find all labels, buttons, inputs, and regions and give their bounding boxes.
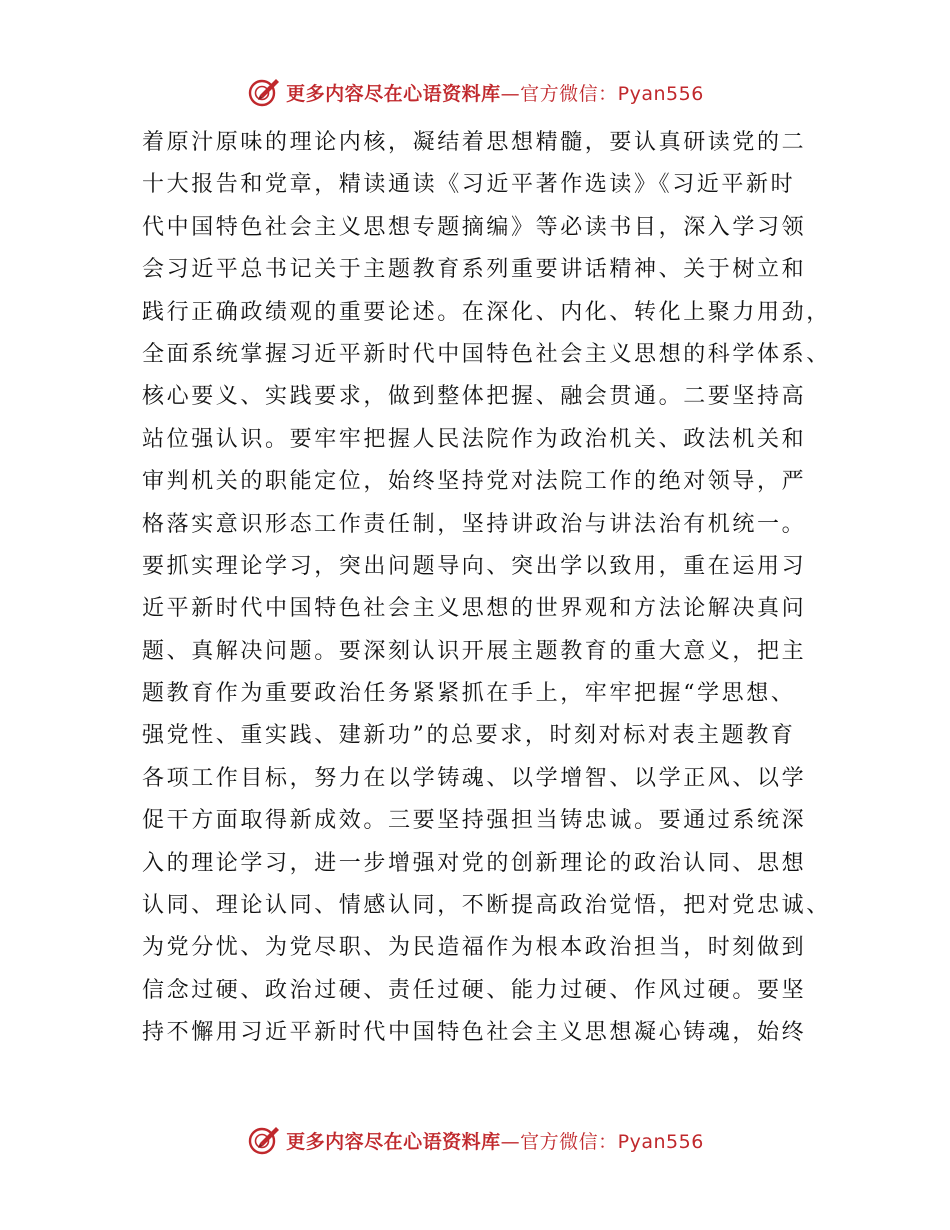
library-logo-icon [246,74,282,110]
body-line: 认同、理论认同、情感认同，不断提高政治觉悟，把对党忠诚、 [142,893,831,919]
body-line: 审判机关的职能定位，始终坚持党对法院工作的绝对领导，严 [142,469,807,495]
body-line: 全面系统掌握习近平新时代中国特色社会主义思想的科学体系、 [142,341,831,367]
body-line: 入的理论学习，进一步增强对党的创新理论的政治认同、思想 [142,850,807,876]
footer-contact-text: 官方微信：Pyan556 [520,1130,704,1153]
body-line: 题、真解决问题。要深刻认识开展主题教育的重大意义，把主 [142,638,807,664]
body-line: 着原汁原味的理论内核，凝结着思想精髓，要认真研读党的二 [142,130,807,155]
body-line: 题教育作为重要政治任务紧紧抓在手上，牢牢把握“学思想、 [142,681,796,707]
header-banner [0,72,950,112]
footer-dash: — [500,1130,521,1153]
body-line: 十大报告和党章，精读通读《习近平著作选读》《习近平新时 [142,172,796,198]
body-line: 近平新时代中国特色社会主义思想的世界观和方法论解决真问 [142,596,807,622]
body-line: 站位强认识。要牢牢把握人民法院作为政治机关、政法机关和 [142,426,807,452]
header-dash: — [500,82,521,105]
body-line: 持不懈用习近平新时代中国特色社会主义思想凝心铸魂，始终 [142,1020,807,1046]
document-body [142,122,842,1055]
header-contact-text: 官方微信：Pyan556 [520,82,704,105]
body-line: 为党分忧、为党尽职、为民造福作为根本政治担当，时刻做到 [142,935,807,961]
body-line: 格落实意识形态工作责任制，坚持讲政治与讲法治有机统一。 [142,511,807,537]
body-line: 信念过硬、政治过硬、责任过硬、能力过硬、作风过硬。要坚 [142,977,807,1003]
body-line: 强党性、重实践、建新功”的总要求，时刻对标对表主题教育 [142,723,796,749]
footer-brand-text: 更多内容尽在心语资料库 [286,1130,501,1153]
body-line: 践行正确政绩观的重要论述。在深化、内化、转化上聚力用劲， [142,299,831,325]
body-line: 代中国特色社会主义思想专题摘编》等必读书目，深入学习领 [142,214,807,240]
body-line: 促干方面取得新成效。三要坚持强担当铸忠诚。要通过系统深 [142,808,807,834]
body-line: 核心要义、实践要求，做到整体把握、融会贯通。二要坚持高 [142,384,807,410]
body-line: 各项工作目标，努力在以学铸魂、以学增智、以学正风、以学 [142,765,807,791]
footer-banner [0,1120,950,1160]
library-logo-icon [246,1122,282,1158]
header-brand-text: 更多内容尽在心语资料库 [286,82,501,105]
header-banner-text [286,79,704,106]
body-line: 会习近平总书记关于主题教育系列重要讲话精神、关于树立和 [142,257,807,283]
body-line: 要抓实理论学习，突出问题导向、突出学以致用，重在运用习 [142,553,807,579]
footer-banner-text [286,1127,704,1154]
